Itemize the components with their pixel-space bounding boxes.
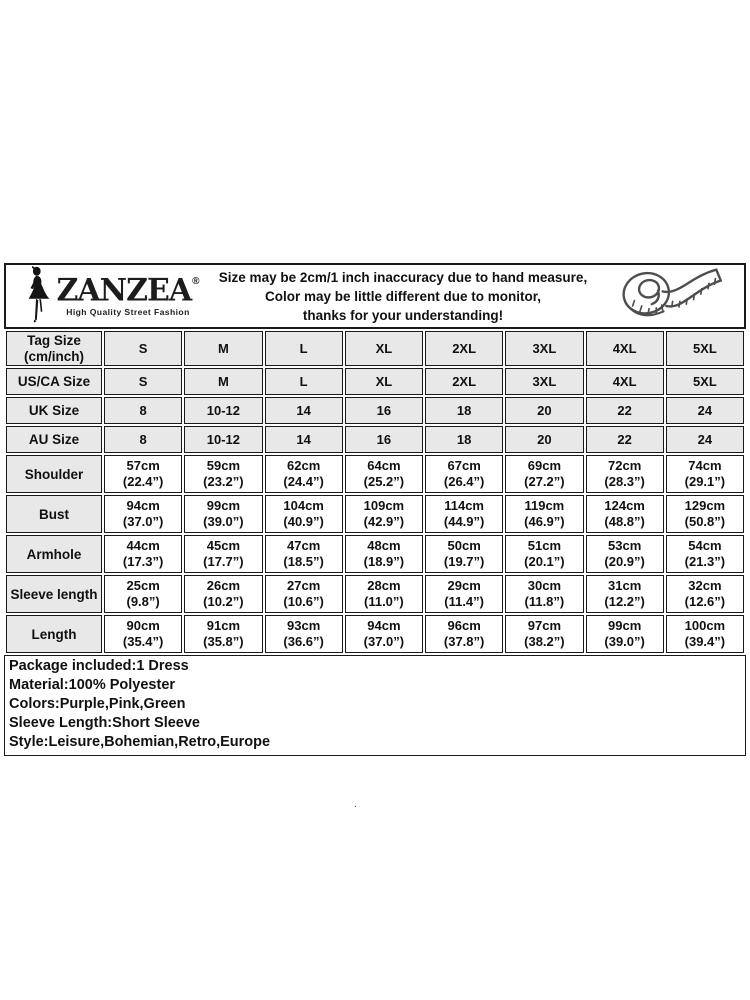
row-label-line2: (cm/inch) bbox=[23, 348, 84, 364]
row-label-line1: Tag Size bbox=[27, 332, 81, 348]
size-cell: 16 bbox=[345, 426, 423, 453]
size-cell bbox=[345, 455, 423, 493]
row-label-cell: AU Size bbox=[6, 426, 102, 453]
size-cell bbox=[586, 575, 664, 613]
size-cell bbox=[184, 535, 262, 573]
size-cell bbox=[505, 615, 583, 653]
measure-cm: 47cm bbox=[287, 538, 321, 553]
size-cell bbox=[505, 535, 583, 573]
size-cell bbox=[104, 455, 182, 493]
size-cell bbox=[425, 455, 503, 493]
size-cell: M bbox=[184, 331, 262, 366]
measure-cm: 129cm bbox=[684, 498, 726, 513]
size-cell bbox=[184, 615, 262, 653]
measure-inch: (20.1”) bbox=[524, 554, 565, 569]
row-label-cell: Length bbox=[6, 615, 102, 653]
info-sleeve-length: Sleeve Length:Short Sleeve bbox=[9, 715, 200, 731]
size-cell bbox=[586, 615, 664, 653]
size-cell: 22 bbox=[586, 426, 664, 453]
measure-inch: (12.6”) bbox=[684, 594, 726, 609]
measure-inch: (17.3”) bbox=[122, 554, 164, 569]
size-cell: 2XL bbox=[425, 368, 503, 395]
size-cell bbox=[586, 495, 664, 533]
size-cell bbox=[666, 535, 744, 573]
size-cell bbox=[505, 575, 583, 613]
size-cell bbox=[505, 495, 583, 533]
measure-cm: 31cm bbox=[608, 578, 642, 593]
size-cell: 14 bbox=[265, 397, 343, 424]
measure-inch: (11.0”) bbox=[364, 594, 404, 609]
brand-text bbox=[56, 271, 200, 317]
measure-cm: 27cm bbox=[287, 578, 321, 593]
table-row-usca-size bbox=[6, 368, 744, 395]
header-box bbox=[4, 263, 746, 329]
size-cell bbox=[586, 455, 664, 493]
size-cell: 10-12 bbox=[184, 426, 262, 453]
tape-measure-icon bbox=[594, 266, 744, 326]
measure-inch: (28.3”) bbox=[604, 474, 645, 489]
row-label-cell: Sleeve length bbox=[6, 575, 102, 613]
size-cell: 24 bbox=[666, 397, 744, 424]
size-cell: 2XL bbox=[425, 331, 503, 366]
size-cell: M bbox=[184, 368, 262, 395]
size-cell bbox=[104, 575, 182, 613]
measure-inch: (25.2”) bbox=[363, 474, 405, 489]
info-colors: Colors:Purple,Pink,Green bbox=[9, 696, 186, 712]
measure-cm: 67cm bbox=[447, 458, 481, 473]
measure-cm: 91cm bbox=[206, 618, 240, 633]
measure-inch: (39.4”) bbox=[684, 634, 726, 649]
measure-inch: (18.9”) bbox=[363, 554, 405, 569]
table-row-shoulder bbox=[6, 455, 744, 493]
size-cell: L bbox=[265, 331, 343, 366]
measure-cm: 97cm bbox=[527, 618, 561, 633]
size-cell bbox=[345, 615, 423, 653]
measure-inch: (38.2”) bbox=[524, 634, 565, 649]
measure-cm: 29cm bbox=[447, 578, 481, 593]
measure-inch: (35.8”) bbox=[203, 634, 244, 649]
measure-cm: 124cm bbox=[604, 498, 645, 513]
measure-cm: 96cm bbox=[447, 618, 481, 633]
measure-inch: (37.8”) bbox=[443, 634, 485, 649]
size-cell: 10-12 bbox=[184, 397, 262, 424]
measure-cm: 69cm bbox=[527, 458, 561, 473]
table-row-tag-size bbox=[6, 331, 744, 366]
size-cell bbox=[184, 495, 262, 533]
measure-cm: 54cm bbox=[688, 538, 722, 553]
size-table bbox=[4, 329, 746, 655]
size-cell bbox=[104, 495, 182, 533]
table-row-uk-size bbox=[6, 397, 744, 424]
size-cell bbox=[265, 535, 343, 573]
size-disclaimer bbox=[212, 268, 594, 325]
size-cell: 16 bbox=[345, 397, 423, 424]
size-cell bbox=[345, 495, 423, 533]
size-cell: 24 bbox=[666, 426, 744, 453]
size-cell: 3XL bbox=[505, 368, 583, 395]
size-cell bbox=[425, 615, 503, 653]
size-cell bbox=[666, 455, 744, 493]
measure-inch: (21.3”) bbox=[684, 554, 726, 569]
measure-cm: 28cm bbox=[367, 578, 401, 593]
size-cell bbox=[505, 455, 583, 493]
measure-inch: (20.9”) bbox=[604, 554, 645, 569]
row-label-cell: Bust bbox=[6, 495, 102, 533]
table-row-length bbox=[6, 615, 744, 653]
measure-cm: 99cm bbox=[608, 618, 642, 633]
measure-inch: (9.8”) bbox=[126, 594, 160, 609]
size-cell bbox=[104, 615, 182, 653]
measure-cm: 119cm bbox=[524, 498, 565, 513]
measure-cm: 51cm bbox=[527, 538, 561, 553]
measure-cm: 74cm bbox=[688, 458, 722, 473]
size-cell: 8 bbox=[104, 426, 182, 453]
measure-inch: (12.2”) bbox=[604, 594, 645, 609]
measure-cm: 59cm bbox=[206, 458, 240, 473]
measure-inch: (27.2”) bbox=[524, 474, 565, 489]
size-cell: 4XL bbox=[586, 331, 664, 366]
size-cell: 14 bbox=[265, 426, 343, 453]
measure-inch: (10.6”) bbox=[283, 594, 324, 609]
size-cell bbox=[425, 575, 503, 613]
row-label-cell: Shoulder bbox=[6, 455, 102, 493]
info-material: Material:100% Polyester bbox=[9, 677, 176, 693]
measure-cm: 45cm bbox=[206, 538, 240, 553]
measure-cm: 48cm bbox=[367, 538, 401, 553]
measure-inch: (36.6”) bbox=[283, 634, 324, 649]
brand-tagline: High Quality Street Fashion bbox=[66, 306, 190, 317]
measure-inch: (35.4”) bbox=[122, 634, 164, 649]
measure-inch: (29.1”) bbox=[684, 474, 726, 489]
size-cell bbox=[265, 615, 343, 653]
measure-inch: (11.4”) bbox=[444, 594, 484, 609]
size-cell: 4XL bbox=[586, 368, 664, 395]
table-row-au-size bbox=[6, 426, 744, 453]
size-cell: 18 bbox=[425, 426, 503, 453]
measure-cm: 90cm bbox=[126, 618, 160, 633]
measure-inch: (10.2”) bbox=[203, 594, 244, 609]
size-cell: S bbox=[104, 368, 182, 395]
size-cell bbox=[666, 575, 744, 613]
size-cell: 8 bbox=[104, 397, 182, 424]
size-cell: 20 bbox=[505, 397, 583, 424]
woman-silhouette-icon bbox=[24, 266, 54, 329]
measure-cm: 44cm bbox=[126, 538, 160, 553]
disclaimer-line-2: Color may be little different due to monitor, bbox=[264, 288, 542, 304]
measure-cm: 94cm bbox=[126, 498, 160, 513]
measure-cm: 30cm bbox=[527, 578, 561, 593]
measure-inch: (39.0”) bbox=[604, 634, 645, 649]
product-info-box bbox=[4, 655, 746, 756]
table-row-sleeve-length bbox=[6, 575, 744, 613]
size-cell: 5XL bbox=[666, 331, 744, 366]
measure-inch: (42.9”) bbox=[363, 514, 405, 529]
measure-inch: (37.0”) bbox=[122, 514, 164, 529]
measure-inch: (22.4”) bbox=[122, 474, 164, 489]
measure-cm: 57cm bbox=[126, 458, 160, 473]
measure-cm: 104cm bbox=[283, 498, 324, 513]
measure-cm: 72cm bbox=[608, 458, 642, 473]
size-cell bbox=[425, 535, 503, 573]
measure-inch: (11.8”) bbox=[524, 594, 565, 609]
brand-logo bbox=[6, 264, 212, 329]
measure-cm: 50cm bbox=[447, 538, 481, 553]
measure-cm: 25cm bbox=[126, 578, 160, 593]
disclaimer-line-3: thanks for your understanding! bbox=[302, 307, 504, 323]
measure-cm: 100cm bbox=[684, 618, 726, 633]
measure-cm: 64cm bbox=[367, 458, 401, 473]
size-cell: 22 bbox=[586, 397, 664, 424]
size-chart-sheet bbox=[4, 263, 746, 756]
size-cell bbox=[586, 535, 664, 573]
measure-cm: 53cm bbox=[608, 538, 642, 553]
measure-inch: (17.7”) bbox=[203, 554, 244, 569]
measure-cm: 62cm bbox=[287, 458, 321, 473]
measure-inch: (40.9”) bbox=[283, 514, 324, 529]
size-cell bbox=[184, 455, 262, 493]
size-cell: L bbox=[265, 368, 343, 395]
measure-cm: 26cm bbox=[206, 578, 240, 593]
measure-inch: (18.5”) bbox=[283, 554, 324, 569]
measure-cm: 32cm bbox=[688, 578, 722, 593]
measure-inch: (23.2”) bbox=[203, 474, 244, 489]
size-cell: XL bbox=[345, 331, 423, 366]
registered-mark: ® bbox=[192, 275, 200, 287]
row-label-cell: UK Size bbox=[6, 397, 102, 424]
measure-inch: (50.8”) bbox=[684, 514, 726, 529]
measure-inch: (37.0”) bbox=[363, 634, 405, 649]
measure-cm: 114cm bbox=[444, 498, 484, 513]
size-cell bbox=[265, 575, 343, 613]
table-row-armhole bbox=[6, 535, 744, 573]
measure-inch: (48.8”) bbox=[604, 514, 645, 529]
table-row-bust bbox=[6, 495, 744, 533]
size-cell bbox=[345, 575, 423, 613]
size-cell bbox=[184, 575, 262, 613]
stray-dot: . bbox=[354, 799, 357, 810]
measure-inch: (44.9”) bbox=[443, 514, 485, 529]
disclaimer-line-1: Size may be 2cm/1 inch inaccuracy due to hand measure, bbox=[218, 269, 588, 285]
size-cell: S bbox=[104, 331, 182, 366]
size-cell: 18 bbox=[425, 397, 503, 424]
row-label-cell: Armhole bbox=[6, 535, 102, 573]
row-label-cell bbox=[6, 331, 102, 366]
info-package-included: Package included:1 Dress bbox=[9, 658, 189, 674]
row-label-cell: US/CA Size bbox=[6, 368, 102, 395]
info-style: Style:Leisure,Bohemian,Retro,Europe bbox=[9, 734, 271, 750]
measure-cm: 99cm bbox=[206, 498, 240, 513]
size-cell bbox=[265, 455, 343, 493]
measure-inch: (46.9”) bbox=[524, 514, 565, 529]
size-cell bbox=[666, 495, 744, 533]
size-cell: XL bbox=[345, 368, 423, 395]
brand-name: ZANZEA bbox=[56, 271, 192, 309]
size-cell bbox=[265, 495, 343, 533]
measure-inch: (19.7”) bbox=[443, 554, 485, 569]
measure-cm: 94cm bbox=[367, 618, 401, 633]
size-cell bbox=[425, 495, 503, 533]
size-cell bbox=[104, 535, 182, 573]
measure-inch: (24.4”) bbox=[283, 474, 324, 489]
measure-inch: (26.4”) bbox=[443, 474, 485, 489]
size-cell bbox=[666, 615, 744, 653]
size-cell: 20 bbox=[505, 426, 583, 453]
size-cell bbox=[345, 535, 423, 573]
measure-inch: (39.0”) bbox=[203, 514, 244, 529]
measure-cm: 109cm bbox=[363, 498, 405, 513]
size-cell: 5XL bbox=[666, 368, 744, 395]
measure-cm: 93cm bbox=[287, 618, 321, 633]
size-cell: 3XL bbox=[505, 331, 583, 366]
